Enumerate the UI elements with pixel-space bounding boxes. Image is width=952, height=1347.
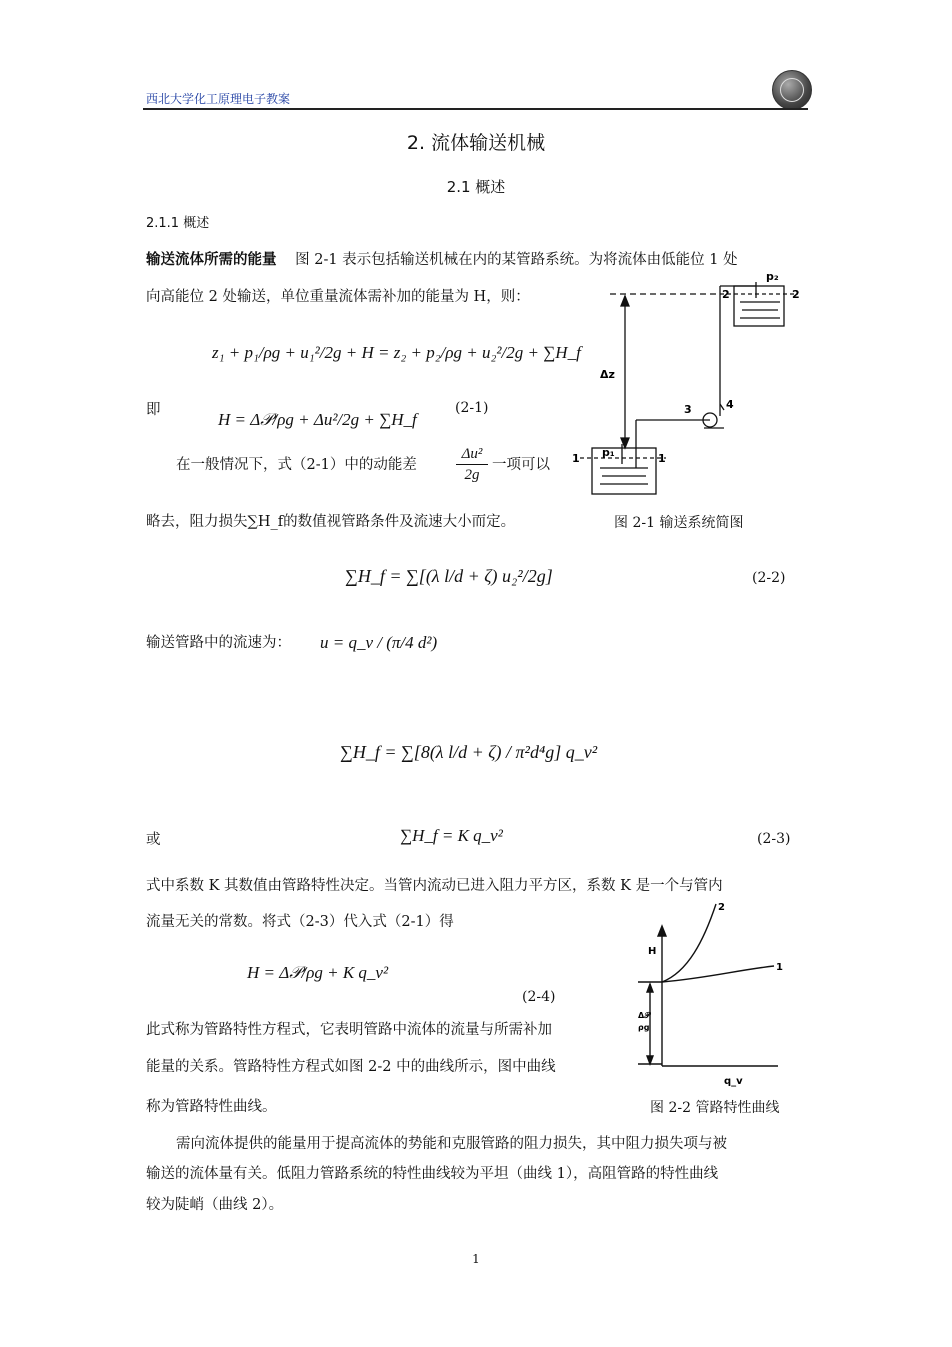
energy-equation: z₁ + p₁/ρg + u₁²/2g + H = z₂ + p₂/ρg + u₂²/2g + ∑H_f <box>212 343 581 362</box>
kinetic-fraction: Δu² 2g <box>456 444 488 485</box>
para5-text1: 需向流体提供的能量用于提高流体的势能和克服管路的阻力损失，其中阻力损失项与被 <box>176 1136 727 1152</box>
fig2-caption: 图 2-2 管路特性曲线 <box>650 1100 780 1116</box>
para4-text1: 此式称为管路特性方程式，它表明管路中流体的流量与所需补加 <box>146 1022 552 1038</box>
para3-text1: 式中系数 K 其数值由管路特性决定。当管内流动已进入阻力平方区，系数 K 是一个与管内 <box>146 878 723 894</box>
fig2-label-curve1: 1 <box>776 962 783 973</box>
subsection-title: 2.1.1 概述 <box>146 216 210 231</box>
fig2-label-rhog: ρg <box>638 1023 650 1032</box>
equation-2-4: H = Δ𝒫/ρg + K q_v² <box>247 963 389 982</box>
fig2-label-qv: q_v <box>724 1076 743 1087</box>
chapter-title: 2. 流体输送机械 <box>406 132 546 154</box>
fig1-label-2b: 2 <box>792 288 800 301</box>
fig1-label-p2: p₂ <box>766 270 779 283</box>
equation-2-2-number: (2-2) <box>752 570 786 586</box>
fig2-label-H: H <box>648 946 657 957</box>
figure-2-1 <box>570 268 815 503</box>
huo-label: 或 <box>146 832 161 848</box>
equation-2-2: ∑H_f = ∑[(λ l/d + ζ) u₂²/2g] <box>345 566 553 586</box>
fig1-label-2a: 2 <box>722 288 730 301</box>
fig1-label-1a: 1 <box>572 452 580 465</box>
equation-2-3-number: (2-3) <box>757 831 791 847</box>
header-title: 西北大学化工原理电子教案 <box>146 92 291 106</box>
velocity-label: 输送管路中的流速为： <box>146 635 291 651</box>
fig2-label-curve2: 2 <box>718 902 725 913</box>
equation-2-1: H = Δ𝒫/ρg + Δu²/2g + ∑H_f <box>218 410 417 429</box>
para3-text2: 流量无关的常数。将式（2-3）代入式（2-1）得 <box>146 914 454 930</box>
para1-lead: 输送流体所需的能量 <box>146 252 277 268</box>
equation-2-4-number: (2-4) <box>522 989 556 1005</box>
fig1-label-1b: 1 <box>658 452 666 465</box>
page-number: 1 <box>472 1252 480 1266</box>
fig1-label-p1: p₁ <box>602 446 615 459</box>
para1-text1: 图 2-1 表示包括输送机械在内的某管路系统。为将流体由低能位 1 处 <box>295 252 738 268</box>
para1-line1 <box>146 250 738 270</box>
para5-text2: 输送的流体量有关。低阻力管路系统的特性曲线较为平坦（曲线 1），高阻管路的特性曲线 <box>146 1166 719 1182</box>
fig1-label-dz: Δz <box>600 368 615 381</box>
equation-2-1-number: (2-1) <box>455 400 489 416</box>
para4-text2: 能量的关系。管路特性方程式如图 2-2 中的曲线所示，图中曲线 <box>146 1059 556 1075</box>
para2-text3: 略去，阻力损失∑H_f的数值视管路条件及流速大小而定。 <box>146 514 516 530</box>
para2-text2: 一项可以 <box>492 457 550 473</box>
equation-2-3: ∑H_f = K q_v² <box>400 826 503 845</box>
ji-label: 即 <box>146 402 161 418</box>
header-rule <box>143 108 808 110</box>
fig1-caption: 图 2-1 输送系统简图 <box>614 515 744 531</box>
fig2-label-dp: Δ𝒫 <box>638 1011 650 1020</box>
sum-equation: ∑H_f = ∑[8(λ l/d + ζ) / π²d⁴g] q_v² <box>340 742 598 762</box>
university-logo <box>772 70 812 110</box>
para5-text3: 较为陡峭（曲线 2）。 <box>146 1197 284 1213</box>
para4-text3: 称为管路特性曲线。 <box>146 1099 277 1115</box>
fig1-label-3: 3 <box>684 403 692 416</box>
para2-text1: 在一般情况下，式（2-1）中的动能差 <box>176 457 417 473</box>
para1-line2: 向高能位 2 处输送，单位重量流体需补加的能量为 H，则： <box>146 289 530 305</box>
section-title: 2.1 概述 <box>446 178 506 196</box>
fig1-label-4: 4 <box>726 398 734 411</box>
figure-2-2 <box>628 900 808 1090</box>
velocity-equation: u = q_v / (π/4 d²) <box>320 633 438 652</box>
